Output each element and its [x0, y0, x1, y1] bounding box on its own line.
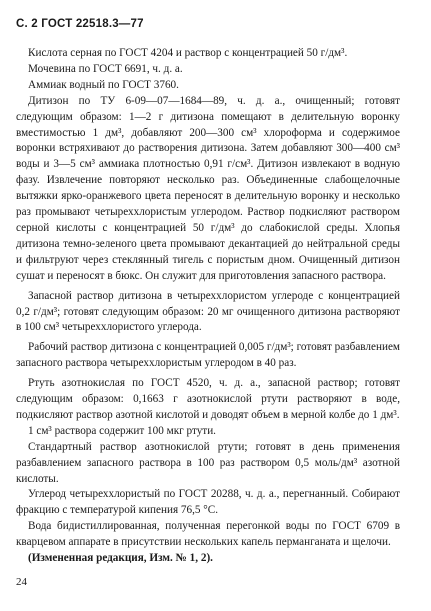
paragraph-working-solution: Рабочий раствор дитизона с концентрацией 0,005 г/дм³; готовят разбавлением запасного раствора четыреххлористым углеродом в 40 раз. — [16, 341, 400, 370]
paragraph-stock-solution: Запасной раствор дитизона в четыреххлористом углероде с концентрацией 0,2 г/дм³; готовят следующим образом: 20 мг очищенного дитизона растворяют в 100 см³ четыреххлористого углерода. — [16, 289, 400, 334]
paragraph-ammonia: Аммиак водный по ГОСТ 3760. — [28, 78, 179, 91]
page-header: С. 2 ГОСТ 22518.3—77 — [16, 18, 144, 30]
paragraph-sulfuric-acid: Кислота серная по ГОСТ 4204 и раствор с концентрацией 50 г/дм³. — [28, 47, 348, 59]
page-number: 24 — [16, 576, 27, 588]
paragraph-carbon-tetrachloride: Углерод четыреххлористый по ГОСТ 20288, ч. д. а., перегнанный. Собирают фракцию с температурой кипения 76,5 °С. — [16, 488, 400, 517]
paragraph-mercury-content: 1 см³ раствора содержит 100 мкг ртути. — [28, 424, 216, 437]
paragraph-bidistilled-water: Вода бидистиллированная, полученная перегонкой воды по ГОСТ 6709 в кварцевом аппарате в присутствии нескольких капель перманганата и щелочи. — [16, 520, 400, 549]
paragraph-mercury-nitrate: Ртуть азотнокислая по ГОСТ 4520, ч. д. а., запасной раствор; готовят следующим образом: 0,1663 г азотнокислой ртути растворяют в воде, подкисляют раствор азотной кислотой и доводят объем в мерной колбе до 1 дм³. — [16, 377, 400, 421]
paragraph-dithizone: Дитизон по ТУ 6-09—07—1684—89, ч. д. а., очищенный; готовят следующим образом: 1—2 г дитизона помещают в делительную воронку вместимостью 1 дм³, добавляют 200—300 см³ хлороформа и содержимое воронки встряхивают до растворения дитизона. Затем добавляют 300—400 см³ воды и 3—5 см³ аммиака плотностью 0,91 г/см³. Дитизон извлекают в водную фазу. Извлечение повторяют несколько раз. Объединенные слабощелочные вытяжки ярко-оранжевого цвета переносят в делительную воронку и несколько раз промывают четыреххлористым углеродом. Раствор подкисляют раствором серной кислоты с концентрацией 50 г/дм³ до слабокислой среды. Хлопья дитизона темно-зеленого цвета промывают декантацией до нейтральной среды и фильтруют через стеклянный тигель с пористым дном. Очищенный дитизон сушат и переносят в бюкс. Он служит для приготовления запасного раствора. — [16, 94, 400, 282]
paragraph-standard-solution: Стандартный раствор азотнокислой ртути; готовят в день применения разбавлением запасного раствора в 100 раз раствором 0,5 моль/дм³ азотной кислоты. — [16, 440, 400, 485]
paragraph-urea: Мочевина по ГОСТ 6691, ч. д. а. — [28, 62, 183, 75]
amendment-note: (Измененная редакция, Изм. № 1, 2). — [28, 552, 213, 565]
document-page — [16, 18, 400, 567]
